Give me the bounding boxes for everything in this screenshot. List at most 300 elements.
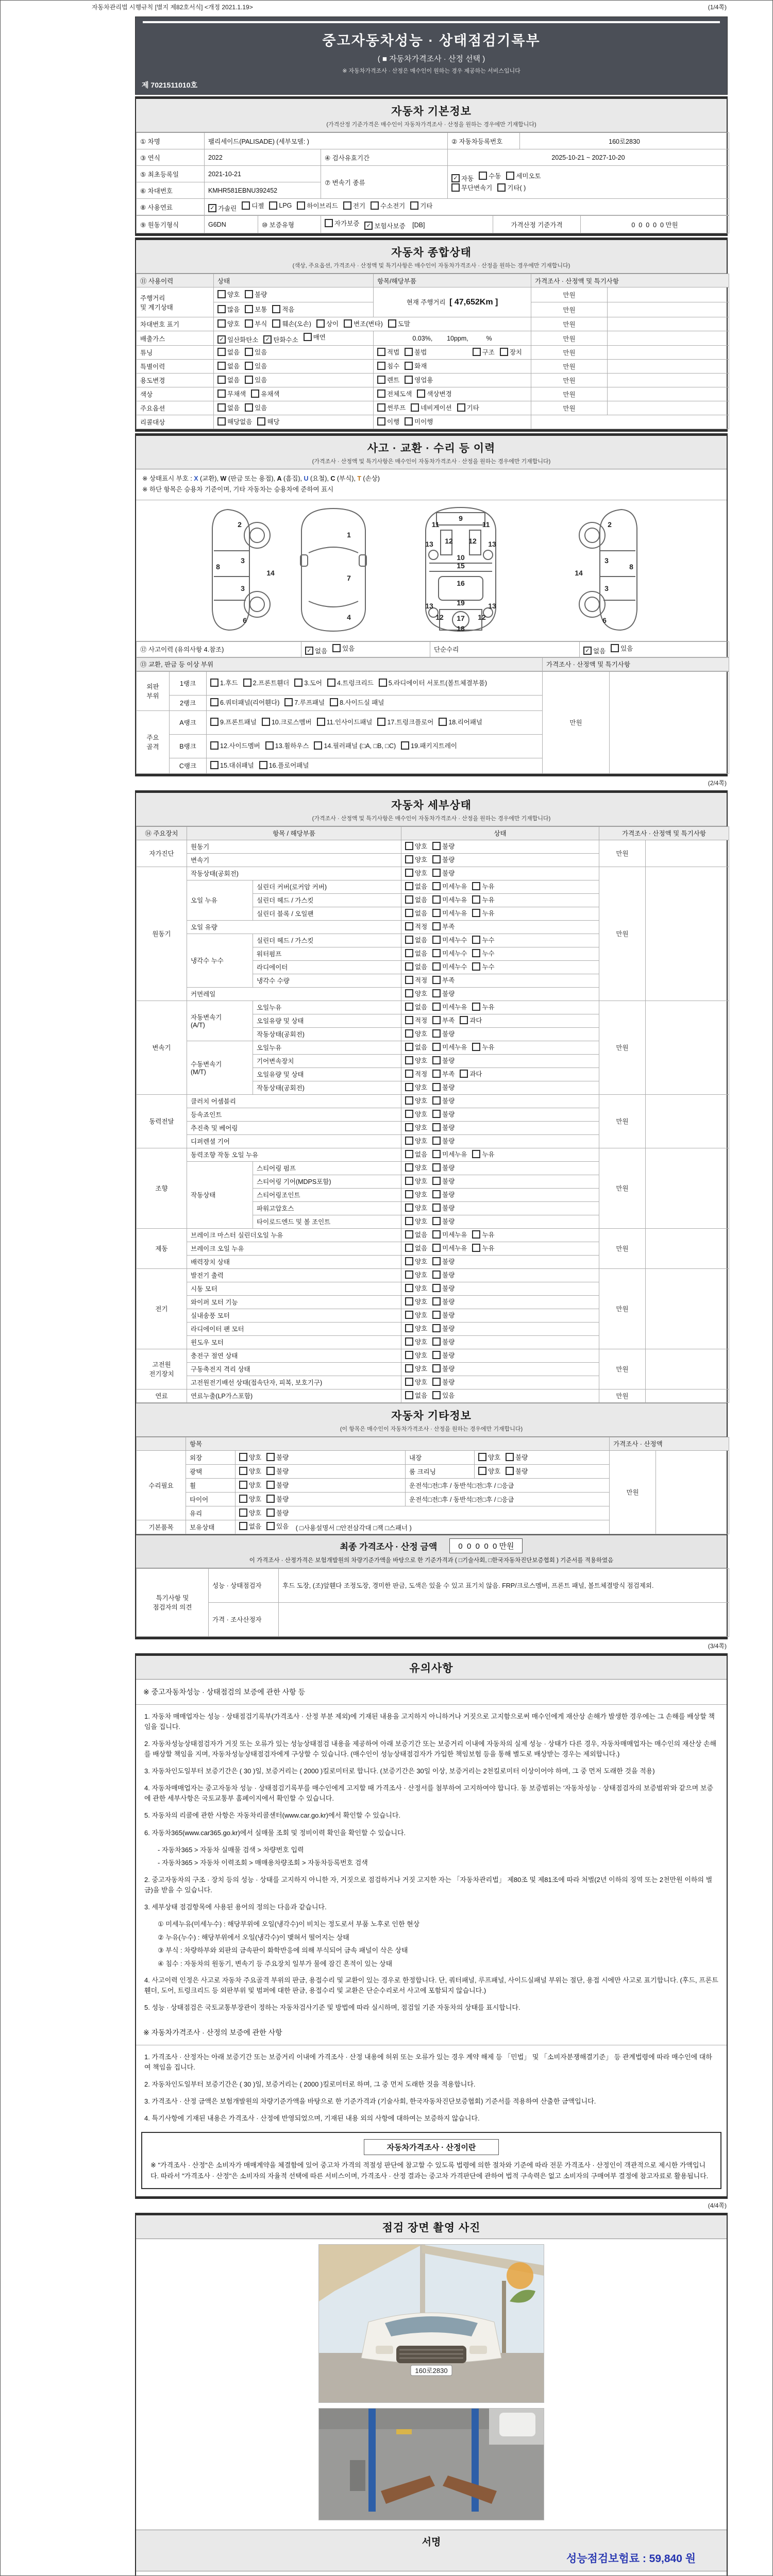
field-cell — [608, 331, 729, 346]
field-cell: 오일누유 — [253, 1041, 401, 1054]
legend-segment: (손상) — [361, 475, 380, 482]
checkbox-13.휠하우스 — [265, 741, 309, 750]
checkbox-label: 양호 — [249, 1495, 262, 1503]
field-cell: 디퍼렌셜 기어 — [187, 1134, 401, 1148]
checkbox-불량 — [432, 1203, 455, 1212]
field-cell: 성능 · 상태점검자 — [209, 1568, 279, 1602]
checkbox-label: 기타 — [420, 202, 433, 210]
checkbox-불량 — [432, 1216, 455, 1226]
diagram-part-number: 17 — [457, 614, 465, 622]
checkbox-cell — [401, 1215, 599, 1228]
field-cell: 가격산정 기준가격 — [493, 216, 581, 233]
checkbox-양호 — [478, 1466, 500, 1476]
checkbox-label: 불량 — [442, 856, 455, 863]
checkbox-cell — [401, 1295, 599, 1309]
checkbox-label: 미세누수 — [442, 963, 467, 971]
checkbox-label: 19.패키지트레이 — [411, 742, 457, 750]
checkbox-cell — [207, 710, 543, 734]
field-cell: 튜닝 — [137, 346, 214, 360]
price-assessment-box-title: 자동차가격조사 · 산정이란 — [364, 2139, 499, 2155]
checkbox-cell — [401, 1335, 599, 1349]
field-cell: 만원 — [599, 1349, 646, 1389]
checkbox-cell — [207, 758, 543, 773]
checkbox-미이행 — [405, 417, 433, 426]
checkbox-label: 불량 — [442, 1178, 455, 1185]
title-block — [135, 16, 728, 95]
diagram-part-number: 6 — [243, 616, 247, 624]
checkbox-불량 — [432, 1056, 455, 1065]
final-price-label: 최종 가격조사 · 산정 금액 — [340, 1541, 438, 1552]
checkbox-양호 — [405, 1203, 427, 1212]
photo-area — [136, 2239, 727, 2530]
notice-paragraph: 5. 성능 · 상태점검은 국토교통부장관이 정하는 자동차검사기준 및 방법에 따라 실시하며, 점검일 기준 자동차의 상태를 표시합니다. — [144, 2004, 520, 2012]
field-cell: 연료누출(LP가스포함) — [187, 1389, 401, 1402]
field-cell: ② 자동차등록번호 — [448, 133, 520, 149]
checkbox-label: 불량 — [442, 1138, 455, 1145]
checkbox-도말 — [388, 319, 410, 328]
checkbox-없음 — [405, 1243, 427, 1252]
checkbox-label: 없음 — [415, 896, 428, 904]
field-cell — [608, 360, 729, 374]
checkbox-cell — [401, 1309, 599, 1322]
field-cell: 만원 — [599, 1094, 646, 1148]
checkbox-미세누유 — [432, 1042, 467, 1052]
checkbox-label: 있음 — [620, 645, 633, 652]
checkbox-불량 — [432, 1310, 455, 1319]
checkbox-적음 — [272, 304, 294, 314]
checkbox-양호 — [405, 1377, 427, 1386]
checkbox-label: 불량 — [442, 1258, 455, 1265]
checkbox-미세누유 — [432, 1230, 467, 1239]
checkbox-cell — [580, 641, 729, 657]
checkbox-label: 없음 — [415, 963, 428, 971]
checkbox-label: 네비게이션 — [421, 404, 452, 412]
checkbox-19.패키지트레이 — [401, 741, 457, 750]
photo-license-plate: 160로2830 — [415, 2366, 448, 2375]
field-cell: 배력장치 상태 — [187, 1255, 401, 1268]
checkbox-cell — [401, 1014, 599, 1027]
checkbox-양호 — [405, 1216, 427, 1226]
checkbox-label: 불량 — [442, 1030, 455, 1038]
diagram-part-number: 15 — [457, 561, 465, 570]
field-cell: 만원 — [610, 1450, 656, 1534]
checkbox-label: 없음 — [315, 647, 328, 655]
checkbox-label: 양호 — [415, 1352, 428, 1359]
diagram-part-number: 4 — [347, 613, 351, 621]
checkbox-label: 하이브리드 — [307, 202, 338, 210]
checkbox-보험사보증: ✓ 보험사보증 — [364, 221, 405, 230]
diagram-part-number: 12 — [445, 536, 453, 545]
diagram-part-number: 14 — [266, 568, 275, 577]
checkbox-label: 양호 — [415, 1298, 428, 1306]
column-header: 가격조사 · 산정액 및 특기사항 — [531, 274, 729, 287]
checkbox-label: 미세누유 — [442, 1151, 467, 1158]
checkbox-label: 없음 — [415, 937, 428, 944]
section-accident-band — [136, 436, 727, 469]
field-cell: 만원 — [531, 317, 608, 331]
checkbox-label: 불량 — [515, 1453, 528, 1461]
field-cell: 만원 — [599, 1228, 646, 1268]
field-cell: 수리필요 — [137, 1450, 186, 1520]
checkbox-불법 — [405, 347, 427, 357]
checkbox-label: 미세누유 — [442, 1044, 467, 1051]
field-cell: 유리 — [186, 1506, 236, 1520]
field-cell: 냉각수 누수 — [187, 934, 253, 987]
checkbox-label: 탄화수소 — [273, 336, 298, 344]
field-cell: ① 차명 — [137, 133, 205, 149]
checkbox-미세누유 — [432, 1149, 467, 1159]
field-cell: 작동상태(공회전) — [253, 1027, 401, 1041]
field-cell — [646, 1268, 729, 1349]
field-cell: 작동상태(공회전) — [253, 1081, 401, 1094]
diagram-part-number: 13 — [425, 539, 433, 548]
checkbox-과다 — [460, 1069, 482, 1078]
checkbox-label: 3.도어 — [304, 680, 322, 687]
checkbox-cell — [374, 360, 531, 374]
section-overall-band — [136, 240, 727, 274]
checkbox-cell — [401, 1001, 599, 1014]
checkbox-cell: 자가보증 ✓ 보험사보증 [DB] — [321, 216, 493, 233]
field-cell: 타이로드엔드 및 볼 조인트 — [253, 1215, 401, 1228]
legend-segment: (흠집), — [281, 475, 304, 482]
checkbox-cell — [401, 1161, 599, 1175]
checkbox-label: 양호 — [415, 1379, 428, 1386]
field-cell: 동력전달 — [137, 1094, 187, 1148]
checkbox-cell — [401, 1067, 599, 1081]
checkbox-label: 적음 — [282, 306, 295, 313]
checkbox-label: 미세누수 — [442, 937, 467, 944]
checkbox-9.프론트패널 — [210, 717, 257, 726]
diagram-part-number: 18 — [457, 624, 465, 633]
document — [135, 16, 728, 2576]
checkbox-label: 불량 — [442, 1057, 455, 1064]
checkbox-양호 — [239, 1452, 261, 1462]
field-cell: 발전기 출력 — [187, 1268, 401, 1282]
field-cell — [646, 1148, 729, 1228]
section-basic-note: (가격산정 기준가격은 매수인이 자동차가격조사 · 산정을 원하는 경우에만 기재합니다) — [326, 122, 536, 128]
checkbox-색상변경 — [417, 389, 451, 398]
diagram-part-number: 2 — [608, 520, 612, 529]
legend-segment: T — [357, 475, 361, 482]
checkbox-label: 불량 — [442, 1084, 455, 1091]
checkbox-label: 전기 — [352, 202, 365, 210]
legend-segment: W — [220, 475, 227, 482]
checkbox-양호 — [405, 1350, 427, 1360]
field-cell: 원동기 — [137, 867, 187, 1001]
checkbox-부족 — [432, 975, 455, 985]
checkbox-해당 — [257, 417, 279, 426]
checkbox-양호 — [405, 855, 427, 864]
section-photos-title: 점검 장면 촬영 사진 — [382, 2222, 481, 2234]
field-cell: 만원 — [599, 867, 646, 1001]
checkbox-label: 양호 — [415, 1338, 428, 1346]
price-assessment-box-text: ※ "가격조사 · 산정"은 소비자가 매매계약을 체결함에 있어 중고차 가격의 적절성 판단에 참고할 수 있도록 법령에 의한 절차와 기준에 따라 전문 가격조사 · 산정인이 객관적으로 제시한 가액입니다. 따라서 "가격조사 · 산정"은 소비자의 자율적 선택에 따른 서비스이며, 가격조사 · 산정 결과는 중고차 가격판단에 관하여 법적 구속력은 없고 소비자의 구매여부 결정에 참고자료로 활용됩니다. — [150, 2161, 709, 2180]
checkbox-불량 — [432, 1029, 455, 1038]
field-cell: 브레이크 마스터 실린더오일 누유 — [187, 1228, 401, 1242]
legend-segment: (부식), — [335, 475, 358, 482]
field-cell: 자동변속기 (A/T) — [187, 1001, 253, 1041]
field-cell: 1랭크 — [170, 671, 207, 695]
checkbox-label: 양호 — [488, 1467, 501, 1475]
checkbox-일산화탄소: ✓ 일산화탄소 — [217, 335, 258, 344]
checkbox-있음 — [332, 643, 355, 653]
diagram-part-number: 19 — [457, 598, 465, 607]
field-cell: 추진축 및 베어링 — [187, 1121, 401, 1134]
checkbox-label: 없음 — [415, 1392, 428, 1399]
checkbox-label: 15.대쉬패널 — [220, 762, 254, 769]
checkbox-미세누유 — [432, 1002, 467, 1011]
checkbox-양호 — [405, 1029, 427, 1038]
checkbox-label: 1.후드 — [220, 680, 238, 687]
checkbox-cell — [207, 671, 543, 695]
checkbox-label: 양호 — [415, 1325, 428, 1332]
title-rule — [143, 21, 720, 23]
document-title-note: ※ 자동차가격조사 · 산정은 매수인이 원하는 경우 제공하는 서비스입니다 — [342, 68, 520, 74]
checkbox-해당없음 — [217, 417, 252, 426]
checkbox-1.후드 — [210, 678, 238, 687]
checkbox-label: 양호 — [415, 1205, 428, 1212]
checkbox-미세누유 — [432, 1243, 467, 1252]
field-cell: 후드 도장, (조)앞휀다 조정도장, 경미한 판금, 도색은 있을 수 있고 표기치 않음. FRP/크로스멤버, 프론트 패널, 볼트체결방식 점검제외. — [279, 1568, 729, 1602]
checkbox-label: 13.휠하우스 — [275, 742, 309, 750]
checkbox-label: 미세누수 — [442, 950, 467, 957]
field-cell — [646, 840, 729, 867]
checkbox-label: 불량 — [442, 1218, 455, 1225]
checkbox-label: 미세누유 — [442, 896, 467, 904]
notice-paragraph: 2. 자동차성능상태점검자가 거짓 또는 오류가 있는 성능상태점검 내용을 제공하여 아래 보증기간 또는 보증거리 이내에 자동차의 실제 성능 · 상태가 다른 경우, 자동차매매업자는 매수인의 재산상 손해를 배상할 책임을 지며, 자동차성능상태점검자에게 구상할 수 있습니다. (매수인이 성능상태점검자가 가입한 책임보험 등을 통해 별도로 배상받는 경우는 제외합니다.) — [144, 1739, 717, 1758]
notice-paragraph: - 자동차365 > 자동차 이력조회 > 매매용차량조회 > 자동차등록번호 검색 — [158, 1859, 368, 1867]
checkbox-label: 양호 — [415, 1312, 428, 1319]
checkbox-label: 불량 — [442, 1097, 455, 1105]
checkbox-label: 양호 — [249, 1509, 262, 1517]
field-cell: 등속죠인트 — [187, 1108, 401, 1121]
diagram-part-number: 9 — [459, 514, 463, 522]
diagram-part-number: 12 — [478, 613, 486, 621]
checkbox-label: 양호 — [415, 990, 428, 997]
field-cell: 현재 주행거리 [ 47,652Km ] — [374, 287, 531, 317]
field-cell: 룸 크리닝 — [406, 1464, 475, 1478]
checkbox-누유 — [472, 882, 494, 891]
checkbox-불량 — [432, 1377, 455, 1386]
checkbox-기타 — [457, 403, 479, 412]
checkbox-전기 — [343, 201, 365, 210]
field-cell — [610, 671, 729, 773]
checkbox-양호 — [405, 868, 427, 877]
checkbox-label: 불량 — [442, 1272, 455, 1279]
field-cell: 만원 — [531, 331, 608, 346]
checkbox-불량 — [432, 1297, 455, 1306]
checkbox-label: 해당 — [267, 418, 280, 426]
checkbox-label: 불량 — [276, 1467, 289, 1475]
checkbox-label: 기타( ) — [507, 184, 526, 192]
checkbox-label: 누유 — [482, 1231, 495, 1239]
checkbox-네비게이션 — [411, 403, 451, 412]
field-cell: 보유상태 — [186, 1520, 236, 1534]
legend-segment: C — [330, 475, 335, 482]
checkbox-cell — [401, 1282, 599, 1295]
diagram-part-number: 1 — [347, 530, 351, 539]
checkbox-label: 미세누유 — [442, 1004, 467, 1011]
field-cell: 0 0 0 0 0 만원 — [581, 216, 729, 233]
checkbox-cell — [401, 1148, 599, 1161]
checkbox-있음 — [245, 403, 267, 412]
section-etc-title: 자동차 기타정보 — [391, 1410, 472, 1422]
checkbox-label: 영업용 — [414, 377, 433, 384]
checkbox-양호 — [405, 1324, 427, 1333]
checkbox-label: 있음 — [255, 363, 267, 370]
checkbox-label: 없음 — [415, 1044, 428, 1051]
checkbox-label: 2.프론트휀더 — [253, 680, 290, 687]
checkbox-label: 누수 — [482, 950, 495, 957]
confirmation-statement — [136, 2571, 727, 2576]
checkbox-누수 — [472, 962, 494, 971]
checkbox-있음 — [245, 361, 267, 370]
section-notice-title: 유의사항 — [409, 1662, 453, 1674]
checkbox-label: 과다 — [469, 1071, 482, 1078]
checkbox-label: 없음 — [415, 910, 428, 917]
checkbox-불량 — [432, 1283, 455, 1293]
field-cell: 0.03%, 10ppm, % — [374, 331, 531, 346]
field-cell: 와이퍼 모터 기능 — [187, 1295, 401, 1309]
diagram-part-number: 16 — [457, 579, 465, 587]
final-price-strip — [136, 1534, 727, 1568]
checkbox-불량 — [432, 1082, 455, 1092]
checkbox-label: 미세누유 — [442, 910, 467, 917]
field-cell: 만원 — [531, 360, 608, 374]
field-cell: 원동기 — [187, 840, 401, 853]
field-cell: 수동변속기 (M/T) — [187, 1041, 253, 1094]
checkbox-하이브리드 — [297, 201, 338, 210]
section-detail-note: (가격조사 · 산정액 및 특기사항은 매수인이 자동차가격조사 · 산정을 원하는 경우에만 기재합니다) — [312, 815, 551, 822]
field-cell: 워터펌프 — [253, 947, 401, 960]
field-cell: 주행거리 및 계기상태 — [137, 287, 214, 317]
field-cell — [608, 387, 729, 401]
checkbox-적법 — [377, 347, 399, 357]
checkbox-label: 가솔린 — [218, 205, 237, 212]
checkbox-label: 양호 — [488, 1453, 501, 1461]
checkbox-수동 — [479, 171, 501, 180]
checkbox-label: 많음 — [227, 306, 240, 313]
checkbox-label: 양호 — [415, 1178, 428, 1185]
final-price-note: 이 가격조사 · 산정가격은 보험개발원의 차량기준가액을 바탕으로 한 기준가격과 ( □기술사회, □한국자동차진단보증협회 ) 기준서를 적용하였음 — [249, 1557, 614, 1564]
checkbox-장치 — [500, 347, 522, 357]
checkbox-label: 도말 — [397, 320, 410, 328]
checkbox-label: 있음 — [276, 1523, 289, 1530]
diagram-part-number: 11 — [482, 520, 490, 529]
checkbox-label: 미세누유 — [442, 1231, 467, 1239]
checkbox-양호 — [478, 1452, 500, 1462]
checkbox-label: 5.라디에이터 서포트(볼트체결부품) — [388, 680, 488, 687]
checkbox-불량 — [432, 1190, 455, 1199]
checkbox-양호 — [239, 1494, 261, 1503]
legend-segment: A — [277, 475, 282, 482]
checkbox-label: 없음 — [415, 950, 428, 957]
field-cell: ⑦ 변속기 종류 — [321, 166, 448, 199]
checkbox-label: 불량 — [442, 1298, 455, 1306]
section-etc-note: (이 항목은 매수인이 자동차가격조사 · 산정을 원하는 경우에만 기재합니다) — [340, 1426, 523, 1432]
legend-segment: U — [304, 475, 309, 482]
notice-paragraph: 3. 가격조사 · 산정 금액은 보험개발원의 차량기준가액을 바탕으로 한 기준가격과 (기술사회, 한국자동차진단보증협회) 기준서를 적용하여 산출한 금액입니다. — [144, 2097, 596, 2106]
diagram-part-number: 3 — [604, 584, 609, 592]
checkbox-cell — [401, 1108, 599, 1121]
field-cell — [646, 1228, 729, 1268]
legend-segment: ※ 상태표시 부호 : — [142, 475, 194, 482]
checkbox-cell — [401, 1134, 599, 1148]
field-cell: 특기사항 및 점검자의 의견 — [137, 1568, 209, 1636]
field-cell — [646, 1094, 729, 1148]
field-cell: 만원 — [531, 346, 608, 360]
field-cell: 내장 — [406, 1450, 475, 1464]
checkbox-label: 불량 — [442, 1338, 455, 1346]
field-cell: 만원 — [599, 1001, 646, 1094]
checkbox-label: 11.인사이드패널 — [326, 719, 373, 726]
checkbox-label: 불량 — [442, 1325, 455, 1332]
field-cell — [646, 1389, 729, 1402]
inspection-photo-front — [318, 2244, 544, 2403]
checkbox-탄화수소: ✓ 탄화수소 — [263, 335, 298, 344]
checkbox-양호 — [405, 1096, 427, 1105]
field-cell: B랭크 — [170, 734, 207, 758]
checkbox-cell — [401, 1054, 599, 1067]
checkbox-label: 양호 — [415, 1285, 428, 1292]
field-cell: 만원 — [531, 374, 608, 387]
checkbox-불량 — [506, 1466, 528, 1476]
checkbox-누수 — [472, 948, 494, 958]
checkbox-label: 있음 — [342, 645, 355, 652]
section-overall-note: (색상, 주요옵션, 가격조사 · 산정액 및 특기사항은 매수인이 자동차가격조사 · 산정을 원하는 경우에만 기재합니다) — [292, 263, 570, 269]
field-cell — [656, 1450, 729, 1534]
checkbox-16.플로어패널 — [259, 760, 309, 770]
checkbox-세미오토 — [506, 171, 541, 180]
checkbox-label: 적정 — [415, 977, 428, 984]
checkbox-cell — [374, 415, 531, 429]
checkbox-침수 — [377, 361, 399, 370]
section-basic-info — [135, 96, 728, 236]
field-cell: 작동상태 — [187, 1161, 253, 1228]
notice-paragraph: 3. 세부상태 점검항목에 사용된 용어의 정의는 다음과 같습니다. — [144, 1903, 327, 1911]
checkbox-양호 — [405, 841, 427, 851]
notice-paragraph: 4. 사고이력 인정은 사고로 자동차 주요골격 부위의 판금, 용접수리 및 교환이 있는 경우로 한정합니다. 단, 쿼터패널, 루프패널, 사이드실패널 부위는 절단, 용접 시에만 사고로 표기합니다. (후드, 프론트휀더, 도어, 트렁크리드 등 외판부위 및 범퍼에 대한 판금, 용접수리 및 교환은 단순수리로서 사고에 포함되지 않습니다.) — [144, 1976, 718, 1995]
notice-paragraph: 4. 특기사항에 기재된 내용은 가격조사 · 산정에 반영되었으며, 기재된 내용 외의 사항에 대하여는 보증하지 않습니다. — [144, 2114, 480, 2123]
field-cell: 윈도우 모터 — [187, 1335, 401, 1349]
checkbox-cell — [401, 893, 599, 907]
field-cell: 운전석□전□후 / 동반석□전□후 / □응급 — [406, 1492, 610, 1506]
field-cell: 가격 · 조사산정자 — [209, 1602, 279, 1636]
checkbox-양호 — [217, 319, 240, 328]
checkbox-18.리어패널 — [439, 717, 482, 726]
checkbox-label: 10.크로스멤버 — [271, 719, 312, 726]
checkbox-label: 없음 — [415, 1231, 428, 1239]
state-code-legend — [142, 473, 720, 484]
checkbox-무채색 — [217, 389, 246, 398]
checkbox-cell — [401, 907, 599, 920]
field-cell: 연료 — [137, 1389, 187, 1402]
checkbox-cell — [236, 1478, 406, 1492]
checkbox-label: 장치 — [509, 349, 522, 356]
document-title: 중고자동차성능 · 상태점검기록부 — [322, 33, 541, 48]
checkbox-label: 누유 — [482, 1044, 495, 1051]
section-etc-band — [136, 1403, 727, 1437]
checkbox-label: 적정 — [415, 1071, 428, 1078]
checkbox-label: 변조(변타) — [354, 320, 383, 328]
field-cell: 브레이크 오일 누유 — [187, 1242, 401, 1255]
checkbox-불량 — [432, 1364, 455, 1373]
checkbox-미세누수 — [432, 935, 467, 944]
checkbox-cell — [448, 166, 729, 199]
checkbox-불량 — [245, 290, 267, 299]
checkbox-label: 기타 — [466, 404, 479, 412]
field-cell: ③ 연식 — [137, 149, 205, 166]
